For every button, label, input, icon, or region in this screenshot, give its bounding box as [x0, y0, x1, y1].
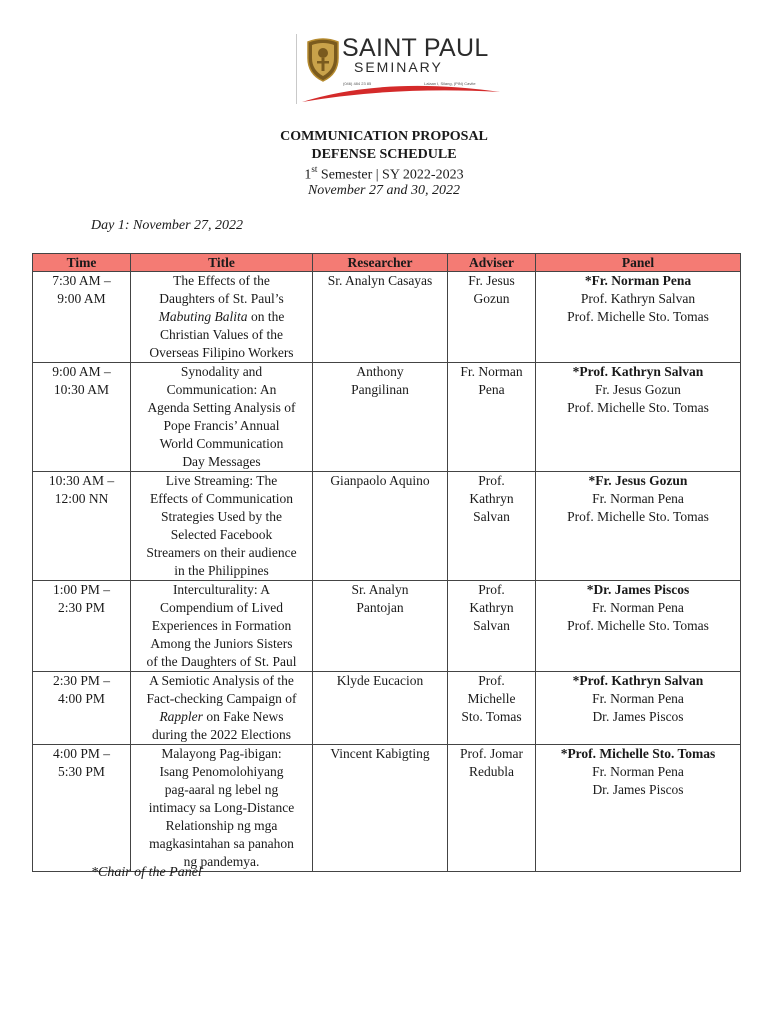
- title-text: Christian Values of the: [159, 327, 284, 342]
- table-row: [33, 581, 741, 672]
- time-line: 4:00 PM –: [52, 746, 110, 761]
- title-line: [135, 562, 308, 580]
- title-line: [135, 308, 308, 326]
- title-line: [135, 726, 308, 744]
- title-text: in the Philippines: [174, 563, 269, 578]
- adviser-line: Gozun: [473, 291, 510, 306]
- semester-number: 1: [304, 167, 312, 183]
- time-line: 7:30 AM –: [52, 273, 111, 288]
- title-line: [135, 781, 308, 799]
- title-line: [135, 708, 308, 726]
- adviser-line: Kathryn: [469, 491, 514, 506]
- panel-member: Prof. Michelle Sto. Tomas: [567, 618, 709, 633]
- title-text: Interculturality: A: [172, 582, 271, 597]
- day-label: Day 1: November 27, 2022: [91, 218, 244, 233]
- title-line: [135, 690, 308, 708]
- time-cell: [33, 472, 131, 581]
- panel-cell: [536, 472, 741, 581]
- semester-line: [0, 165, 768, 184]
- title-text: World Communication: [159, 436, 284, 451]
- title-line: [135, 617, 308, 635]
- table-row: [33, 363, 741, 472]
- title-text: magkasintahan sa panahon: [149, 836, 294, 851]
- title-text: intimacy sa Long-Distance: [148, 800, 295, 815]
- panel-cell: [536, 272, 741, 363]
- time-line: 2:30 PM –: [52, 673, 110, 688]
- logo-swoosh: [296, 62, 502, 104]
- table-header-row: [33, 254, 741, 272]
- title-text: Malayong Pag-ibigan:: [161, 746, 282, 761]
- panel-chair: *Dr. James Piscos: [586, 582, 690, 597]
- adviser-cell: [448, 363, 536, 472]
- panel-member: Dr. James Piscos: [592, 782, 684, 797]
- researcher-line: Pantojan: [356, 600, 404, 615]
- researcher-cell: [313, 272, 448, 363]
- panel-cell: [536, 581, 741, 672]
- title-text: ng pandemya.: [183, 854, 260, 869]
- adviser-line: Prof.: [478, 673, 505, 688]
- document-title: COMMUNICATION PROPOSAL: [280, 129, 488, 144]
- adviser-line: Michelle: [467, 691, 516, 706]
- column-header-title: Title: [131, 254, 313, 272]
- researcher-line: Anthony: [356, 364, 404, 379]
- researcher-line: Sr. Analyn: [351, 582, 409, 597]
- title-text: Effects of Communication: [150, 491, 293, 506]
- panel-cell: [536, 745, 741, 872]
- adviser-line: Salvan: [473, 509, 510, 524]
- adviser-cell: [448, 472, 536, 581]
- panel-cell: [536, 672, 741, 745]
- table-row: [33, 472, 741, 581]
- title-text: Fact-checking Campaign of: [146, 691, 297, 706]
- panel-chair: *Prof. Michelle Sto. Tomas: [560, 746, 716, 761]
- title-line: [135, 472, 308, 490]
- time-cell: [33, 272, 131, 363]
- researcher-cell: [313, 672, 448, 745]
- title-line: [135, 599, 308, 617]
- title-line: [135, 435, 308, 453]
- panel-chair: *Fr. Norman Pena: [584, 273, 692, 288]
- title-line: [135, 672, 308, 690]
- panel-member: Fr. Norman Pena: [592, 764, 684, 779]
- title-text: Day Messages: [182, 454, 261, 469]
- title-line: [135, 653, 308, 671]
- title-text: Compendium of Lived: [160, 600, 283, 615]
- seminary-logo: [296, 32, 502, 104]
- title-line: [135, 581, 308, 599]
- adviser-line: Prof.: [478, 473, 505, 488]
- panel-member: Fr. Jesus Gozun: [595, 382, 681, 397]
- researcher-cell: [313, 581, 448, 672]
- title-line: [135, 544, 308, 562]
- semester-text: Semester | SY 2022-2023: [317, 167, 464, 183]
- panel-cell: [536, 363, 741, 472]
- column-header-time: Time: [33, 254, 131, 272]
- adviser-cell: [448, 672, 536, 745]
- title-cell: [131, 272, 313, 363]
- title-line: [135, 835, 308, 853]
- column-header-researcher: Researcher: [313, 254, 448, 272]
- panel-member: Fr. Norman Pena: [592, 491, 684, 506]
- title-text: Among the Juniors Sisters: [150, 636, 293, 651]
- title-text: Experiences in Formation: [151, 618, 292, 633]
- table-row: [33, 272, 741, 363]
- title-cell: [131, 472, 313, 581]
- researcher-cell: [313, 472, 448, 581]
- title-text: on Fake News: [202, 709, 284, 724]
- time-cell: [33, 581, 131, 672]
- time-cell: [33, 745, 131, 872]
- researcher-cell: [313, 363, 448, 472]
- title-cell: [131, 745, 313, 872]
- adviser-line: Pena: [478, 382, 505, 397]
- time-line: 10:30 AM: [53, 382, 110, 397]
- title-line: [135, 417, 308, 435]
- title-text: Streamers on their audience: [146, 545, 297, 560]
- document-subtitle: DEFENSE SCHEDULE: [311, 147, 457, 162]
- table-row: [33, 745, 741, 872]
- title-cell: [131, 363, 313, 472]
- title-cell: [131, 581, 313, 672]
- title-text: Live Streaming: The: [165, 473, 278, 488]
- time-line: 12:00 NN: [54, 491, 109, 506]
- panel-member: Prof. Kathryn Salvan: [580, 291, 696, 306]
- time-line: 10:30 AM –: [48, 473, 115, 488]
- title-text: Pope Francis’ Annual: [163, 418, 280, 433]
- researcher-line: Vincent Kabigting: [330, 746, 430, 761]
- panel-chair: *Prof. Kathryn Salvan: [572, 673, 704, 688]
- adviser-cell: [448, 272, 536, 363]
- title-text: on the: [247, 309, 285, 324]
- title-text: The Effects of the: [173, 273, 270, 288]
- adviser-cell: [448, 745, 536, 872]
- title-line: [135, 399, 308, 417]
- researcher-line: Klyde Eucacion: [336, 673, 424, 688]
- panel-member: Prof. Michelle Sto. Tomas: [567, 400, 709, 415]
- time-line: 4:00 PM: [58, 691, 105, 706]
- title-italic-text: Rappler: [159, 709, 203, 724]
- title-line: [135, 817, 308, 835]
- table-row: [33, 672, 741, 745]
- title-line: [135, 763, 308, 781]
- title-text: Relationship ng mga: [165, 818, 278, 833]
- title-line: [135, 453, 308, 471]
- adviser-line: Fr. Jesus: [468, 273, 515, 288]
- title-line: [135, 363, 308, 381]
- adviser-line: Kathryn: [469, 600, 514, 615]
- adviser-line: Prof. Jomar: [460, 746, 523, 761]
- title-text: Strategies Used by the: [160, 509, 283, 524]
- time-cell: [33, 672, 131, 745]
- title-text: Agenda Setting Analysis of: [147, 400, 296, 415]
- title-text: Daughters of St. Paul’s: [159, 291, 284, 306]
- title-text: pag-aaral ng lebel ng: [164, 782, 279, 797]
- adviser-line: Salvan: [473, 618, 510, 633]
- logo-phone: (046) 484 23 85: [343, 81, 372, 86]
- adviser-line: Redubla: [469, 764, 514, 779]
- adviser-line: Prof.: [478, 582, 505, 597]
- logo-name: SAINT PAUL: [342, 34, 489, 62]
- title-line: [135, 508, 308, 526]
- title-line: [135, 526, 308, 544]
- title-cell: [131, 672, 313, 745]
- time-line: 5:30 PM: [58, 764, 105, 779]
- defense-dates: November 27 and 30, 2022: [307, 183, 461, 198]
- chair-footnote: *Chair of the Panel: [91, 865, 202, 880]
- title-text: A Semiotic Analysis of the: [149, 673, 294, 688]
- title-line: [135, 745, 308, 763]
- title-text: during the 2022 Elections: [151, 727, 292, 742]
- panel-member: Fr. Norman Pena: [592, 600, 684, 615]
- adviser-cell: [448, 581, 536, 672]
- time-line: 9:00 AM –: [52, 364, 111, 379]
- column-header-adviser: Adviser: [448, 254, 536, 272]
- adviser-line: Sto. Tomas: [461, 709, 522, 724]
- title-line: [135, 490, 308, 508]
- researcher-line: Gianpaolo Aquino: [330, 473, 430, 488]
- column-header-panel: Panel: [536, 254, 741, 272]
- title-line: [135, 326, 308, 344]
- title-italic-text: Mabuting Balita: [158, 309, 248, 324]
- semester-suffix: st: [311, 164, 318, 174]
- adviser-line: Fr. Norman: [460, 364, 523, 379]
- title-line: [135, 290, 308, 308]
- schedule-table: [32, 253, 741, 872]
- panel-member: Dr. James Piscos: [592, 709, 684, 724]
- panel-member: Fr. Norman Pena: [592, 691, 684, 706]
- panel-chair: *Fr. Jesus Gozun: [588, 473, 688, 488]
- title-text: of the Daughters of St. Paul: [146, 654, 297, 669]
- title-text: Selected Facebook: [170, 527, 273, 542]
- panel-member: Prof. Michelle Sto. Tomas: [567, 309, 709, 324]
- researcher-cell: [313, 745, 448, 872]
- title-text: Synodality and: [180, 364, 263, 379]
- researcher-line: Pangilinan: [351, 382, 409, 397]
- title-line: [135, 381, 308, 399]
- title-line: [135, 635, 308, 653]
- title-text: Communication: An: [166, 382, 277, 397]
- title-text: Overseas Filipino Workers: [149, 345, 294, 360]
- logo-subtitle: SEMINARY: [354, 59, 443, 75]
- researcher-line: Sr. Analyn Casayas: [327, 273, 433, 288]
- time-line: 1:00 PM –: [52, 582, 110, 597]
- logo-address: Lalaan I, Silang, (PIN) Cavite: [424, 81, 476, 86]
- time-cell: [33, 363, 131, 472]
- time-line: 9:00 AM: [57, 291, 106, 306]
- title-text: Isang Penomolohiyang: [159, 764, 284, 779]
- time-line: 2:30 PM: [58, 600, 105, 615]
- panel-chair: *Prof. Kathryn Salvan: [572, 364, 704, 379]
- title-line: [135, 272, 308, 290]
- title-line: [135, 344, 308, 362]
- panel-member: Prof. Michelle Sto. Tomas: [567, 509, 709, 524]
- title-line: [135, 799, 308, 817]
